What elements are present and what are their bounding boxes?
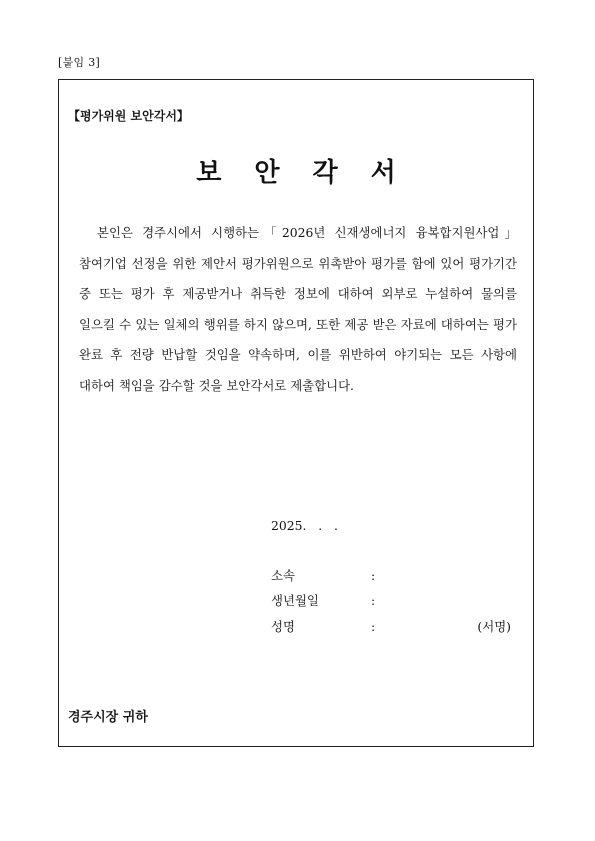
form-title: 보안각서 <box>196 158 429 188</box>
form-box <box>58 79 534 747</box>
field-colon: : <box>371 568 376 583</box>
field-label: 생년월일 <box>271 593 319 608</box>
field-birthdate <box>271 591 375 609</box>
field-label: 성명 <box>271 619 295 634</box>
pledge-body: 본인은 경주시에서 시행하는「2026년 신재생에너지 융복합지원사업」 참여기업 선정을 위한 제안서 평가위원으로 위촉받아 평가를 함에 있어 평가기간 중 또는 평가 후 제공받거나 취득한 정보에 대하여 외부로 누설하여 물의를 일으킬 수 있는 일체의 행위를 하지 않으며, 또한 제공 받은 자료에 대하여는 평가 완료 후 전량 반납할 것임을 약속하며, 이를 위반하여 야기되는 모든 사항에 대하여 책임을 감수할 것을 보안각서로 제출합니다. <box>79 225 517 393</box>
field-affiliation <box>271 566 375 584</box>
field-colon: : <box>371 593 376 608</box>
form-subtitle: 【평가위원 보안각서】 <box>68 109 189 123</box>
attachment-label: [붙임 3] <box>58 56 101 69</box>
field-name <box>271 617 375 635</box>
date-line: 2025. . . <box>271 518 338 533</box>
signature-note: (서명) <box>477 619 511 634</box>
field-colon: : <box>371 619 376 634</box>
addressee: 경주시장 귀하 <box>68 710 148 725</box>
field-label: 소속 <box>271 568 295 583</box>
